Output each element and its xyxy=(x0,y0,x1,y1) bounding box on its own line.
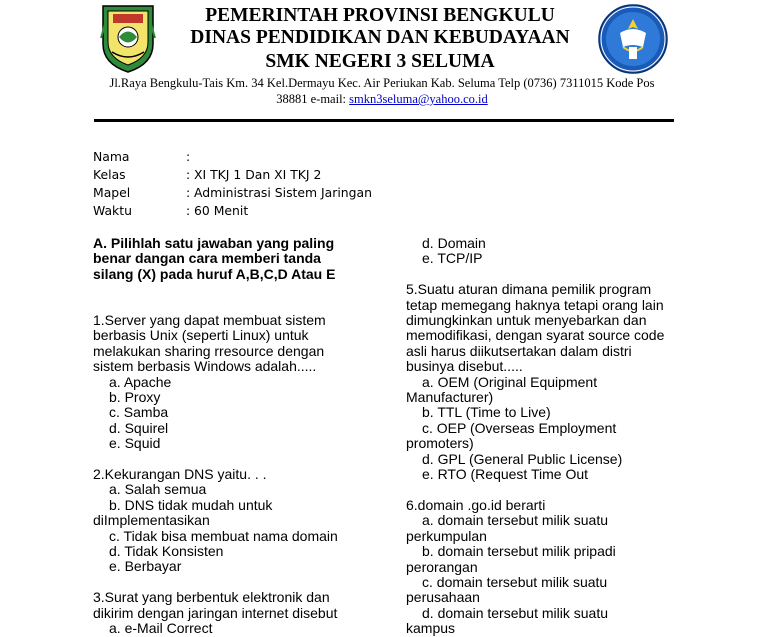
info-value: XI TKJ 1 Dan XI TKJ 2 xyxy=(194,167,322,182)
option-text: Proxy xyxy=(124,389,161,406)
question-text: dimungkinkan untuk menyebarkan dan xyxy=(406,312,647,329)
option-a[interactable] xyxy=(406,375,696,390)
question-6 xyxy=(406,498,696,637)
option-text: Squirel xyxy=(124,419,169,436)
question-text: asli harus diikutsertakan dalam distri xyxy=(406,342,632,359)
option-text: Samba xyxy=(123,404,169,421)
option-text: domain tersebut milik suatu xyxy=(437,512,608,529)
option-letter: e. xyxy=(109,558,121,575)
option-a[interactable] xyxy=(406,513,696,528)
option-d[interactable] xyxy=(406,236,696,251)
question-1 xyxy=(93,313,393,452)
option-letter: d. xyxy=(109,543,121,560)
instruction xyxy=(93,236,393,282)
question-text: 6.domain .go.id berarti xyxy=(406,496,546,513)
address-line-2 xyxy=(96,91,668,107)
info-label: Waktu xyxy=(93,203,132,218)
option-letter: e. xyxy=(422,250,434,267)
option-text: OEP (Overseas Employment xyxy=(436,419,617,436)
option-continuation: kampus xyxy=(406,620,456,637)
option-letter: e. xyxy=(422,466,434,483)
email-link[interactable]: smkn3seluma@yahoo.co.id xyxy=(349,92,488,106)
instruction-line: benar dangan cara memberi tanda xyxy=(93,250,321,267)
option-letter: d. xyxy=(422,450,434,467)
school-address xyxy=(96,75,668,107)
option-letter: d. xyxy=(422,235,434,251)
option-text: domain tersebut milik pripadi xyxy=(437,543,616,560)
option-d[interactable] xyxy=(93,421,393,436)
address-line-1: Jl.Raya Bengkulu-Tais Km. 34 Kel.Dermayu Kec. Air Periukan Kab. Seluma Telp (0736) 7311015 Kode Pos xyxy=(109,76,655,90)
info-row-waktu xyxy=(93,202,493,220)
option-continuation: perorangan xyxy=(406,558,478,575)
option-letter: a. xyxy=(109,481,121,498)
option-letter: d. xyxy=(422,604,434,621)
option-continuation: diImplementasikan xyxy=(93,512,210,529)
option-text: Salah semua xyxy=(124,481,207,498)
option-e[interactable] xyxy=(406,251,696,266)
question-5 xyxy=(406,282,696,482)
option-text: domain tersebut milik suatu xyxy=(436,573,608,590)
question-text: melakukan sharing rresource dengan xyxy=(93,342,325,359)
exam-info xyxy=(93,148,493,220)
option-a[interactable] xyxy=(93,621,393,636)
option-letter: d. xyxy=(109,419,121,436)
question-text: 3.Surat yang berbentuk elektronik dan xyxy=(93,589,330,606)
option-d[interactable] xyxy=(406,452,696,467)
option-text: Tidak Konsisten xyxy=(124,543,224,560)
option-text: OEM (Original Equipment xyxy=(437,373,598,390)
info-value: 60 Menit xyxy=(194,203,249,218)
option-letter: c. xyxy=(109,527,120,544)
question-text: berbasis Unix (seperti Linux) untuk xyxy=(93,327,309,344)
option-letter: a. xyxy=(109,373,121,390)
tut-wuri-handayani-logo xyxy=(596,3,670,75)
question-text: businya disebut..... xyxy=(406,358,523,375)
option-c[interactable] xyxy=(406,575,696,590)
option-text: GPL (General Public License) xyxy=(437,450,623,467)
info-row-kelas xyxy=(93,166,493,184)
option-letter: b. xyxy=(109,496,121,513)
option-b[interactable] xyxy=(406,405,696,420)
option-continuation: perusahaan xyxy=(406,589,480,606)
bengkulu-crest-logo xyxy=(99,4,157,74)
option-text: e-Mail Correct xyxy=(124,620,213,637)
option-letter: c. xyxy=(422,419,433,436)
option-continuation: promoters) xyxy=(406,435,474,452)
info-colon: : xyxy=(186,149,191,164)
question-text: memodifikasi, dengan syarat source code xyxy=(406,327,665,344)
option-text: Squid xyxy=(124,435,161,452)
question-text: 1.Server yang dapat membuat sistem xyxy=(93,312,326,328)
option-letter: a. xyxy=(109,620,121,637)
option-text: TTL (Time to Live) xyxy=(437,404,551,421)
header-line-1: PEMERINTAH PROVINSI BENGKULU xyxy=(205,5,555,26)
info-row-mapel xyxy=(93,184,493,202)
question-text: tetap memegang haknya tetapi orang lain xyxy=(406,296,664,313)
option-e[interactable] xyxy=(93,559,393,574)
option-c[interactable] xyxy=(93,529,393,544)
right-column xyxy=(406,236,696,637)
question-text: 5.Suatu aturan dimana pemilik program xyxy=(406,281,652,298)
info-colon: : xyxy=(186,167,191,182)
instruction-line: silang (X) pada huruf A,B,C,D Atau E xyxy=(93,265,336,282)
left-column xyxy=(93,236,393,637)
option-letter: b. xyxy=(422,543,434,560)
option-d[interactable] xyxy=(93,544,393,559)
header-line-3: SMK NEGERI 3 SELUMA xyxy=(265,51,495,72)
question-text: dikirim dengan jaringan internet disebut xyxy=(93,604,338,621)
option-b[interactable] xyxy=(93,498,393,513)
option-text: domain tersebut milik suatu xyxy=(437,604,608,621)
option-a[interactable] xyxy=(93,482,393,497)
option-continuation: Manufacturer) xyxy=(406,389,494,406)
option-continuation: perkumpulan xyxy=(406,527,487,544)
header-divider xyxy=(94,119,674,122)
option-letter: a. xyxy=(422,512,434,529)
info-colon: : xyxy=(186,203,191,218)
question-text: sistem berbasis Windows adalah..... xyxy=(93,358,317,375)
option-letter: b. xyxy=(422,404,434,421)
option-letter: e. xyxy=(109,435,121,452)
info-label: Mapel xyxy=(93,185,131,200)
instruction-line: A. Pilihlah satu jawaban yang paling xyxy=(93,235,335,251)
option-b[interactable] xyxy=(93,390,393,405)
option-e[interactable] xyxy=(406,467,696,482)
option-letter: c. xyxy=(109,404,120,421)
option-c[interactable] xyxy=(93,405,393,420)
option-text: Domain xyxy=(437,235,486,251)
info-label: Nama xyxy=(93,149,130,164)
option-text: RTO (Request Time Out xyxy=(437,466,589,483)
option-e[interactable] xyxy=(93,436,393,451)
info-colon: : xyxy=(186,185,191,200)
option-text: DNS tidak mudah untuk xyxy=(124,496,273,513)
option-text: TCP/IP xyxy=(437,250,483,267)
address-postal-prefix: 38881 e-mail: xyxy=(276,92,350,106)
option-d[interactable] xyxy=(406,606,696,621)
option-text: Berbayar xyxy=(124,558,182,575)
option-letter: a. xyxy=(422,373,434,390)
option-text: Apache xyxy=(123,373,172,390)
option-a[interactable] xyxy=(93,375,393,390)
option-b[interactable] xyxy=(406,544,696,559)
option-letter: c. xyxy=(422,573,433,590)
option-letter: b. xyxy=(109,389,121,406)
option-c[interactable] xyxy=(406,421,696,436)
question-2 xyxy=(93,467,393,575)
option-text: Tidak bisa membuat nama domain xyxy=(123,527,338,544)
question-text: 2.Kekurangan DNS yaitu. . . xyxy=(93,466,267,483)
info-label: Kelas xyxy=(93,167,126,182)
info-row-nama xyxy=(93,148,493,166)
info-value: Administrasi Sistem Jaringan xyxy=(194,185,372,200)
header-line-2: DINAS PENDIDIKAN DAN KEBUDAYAAN xyxy=(190,27,570,48)
